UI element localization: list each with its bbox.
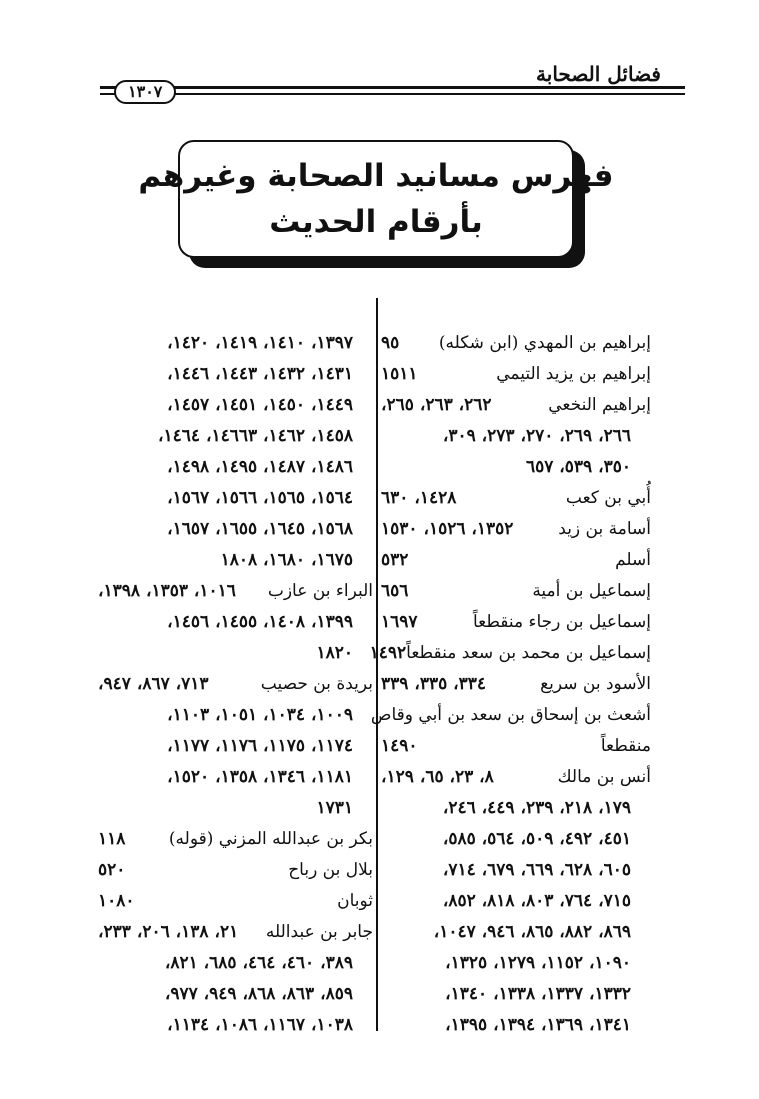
entry-numbers: ٩٥ (381, 333, 400, 353)
entry-name: إسماعيل بن رجاء منقطعاً (472, 612, 651, 632)
entry-numbers: ٦٠٥، ٦٢٨، ٦٦٩، ٦٧٩، ٧١٤، (442, 860, 631, 880)
index-entry (381, 948, 651, 979)
index-entry (381, 359, 651, 390)
entry-name: أشعث بن إسحاق بن سعد بن أبي وقاص (370, 705, 651, 725)
entry-numbers: ١٤٥٨، ١٤٦٢، ١٤٦٦٣، ١٤٦٤، (158, 426, 353, 446)
index-entry (98, 514, 373, 545)
index-entry (98, 359, 373, 390)
entry-numbers: ١٠٠٩، ١٠٣٤، ١٠٥١، ١١٠٣، (167, 705, 353, 725)
left-column (98, 328, 373, 1041)
index-entry (381, 855, 651, 886)
entry-numbers: ١٣٣٢، ١٣٣٧، ١٣٣٨، ١٣٤٠، (445, 984, 631, 1004)
entry-name: إسماعيل بن محمد بن سعد منقطعاً (406, 643, 651, 663)
index-entry (381, 421, 651, 452)
entry-numbers: ١٤٨٦، ١٤٨٧، ١٤٩٥، ١٤٩٨، (167, 457, 353, 477)
index-entry (98, 948, 373, 979)
index-entry (381, 793, 651, 824)
entry-numbers: ١٠٣٨، ١١٦٧، ١٠٨٦، ١١٣٤، (167, 1015, 353, 1035)
index-entry (381, 452, 651, 483)
index-entry (381, 483, 651, 514)
index-entry (381, 1010, 651, 1041)
entry-name: إبراهيم بن يزيد التيمي (496, 364, 651, 384)
entry-name: أسامة بن زيد (558, 519, 651, 539)
entry-numbers: ١٧٩، ٢١٨، ٢٣٩، ٤٤٩، ٢٤٦، (442, 798, 631, 818)
page-number: ١٣٠٧ (114, 80, 176, 104)
header-rule-thick (100, 86, 685, 89)
index-entry (98, 545, 373, 576)
index-entry (98, 793, 373, 824)
entry-name: جابر بن عبدالله (265, 922, 373, 942)
index-entry (381, 886, 651, 917)
index-title: فهرس مسانيد الصحابة وغيرهم (138, 158, 614, 194)
entry-name: بلال بن رباح (288, 860, 373, 880)
entry-numbers: ١٠٩٠، ١١٥٢، ١٢٧٩، ١٣٢٥، (445, 953, 631, 973)
entry-numbers: ٤٥١، ٤٩٢، ٥٠٩، ٥٦٤، ٥٨٥، (442, 829, 631, 849)
entry-name: إسماعيل بن أمية (532, 581, 651, 601)
entry-numbers: ١٤٤٩، ١٤٥٠، ١٤٥١، ١٤٥٧، (167, 395, 353, 415)
entry-name: إبراهيم النخعي (548, 395, 651, 415)
entry-numbers: ٧١٣، ٨٦٧، ٩٤٧، (98, 674, 209, 694)
index-entry (98, 731, 373, 762)
book-title: فضائل الصحابة (536, 62, 661, 86)
entry-numbers: ٢٦٦، ٢٦٩، ٢٧٠، ٢٧٣، ٣٠٩، (442, 426, 631, 446)
index-entry (98, 855, 373, 886)
index-entry (98, 979, 373, 1010)
entry-numbers: ١١٨ (98, 829, 126, 849)
entry-name: بريدة بن حصيب (260, 674, 373, 694)
entry-numbers: ٧١٥، ٧٦٤، ٨٠٣، ٨١٨، ٨٥٢، (442, 891, 631, 911)
entry-numbers: ١٠١٦، ١٣٥٣، ١٣٩٨، (98, 581, 236, 601)
entry-name: البراء بن عازب (267, 581, 373, 601)
index-entry (98, 452, 373, 483)
header-rule (100, 80, 685, 102)
entry-numbers: ١٣٥٢، ١٥٢٦، ١٥٣٠ (381, 519, 514, 539)
index-entry (381, 576, 651, 607)
index-entry (381, 731, 651, 762)
entry-numbers: ١٤٩٢ (369, 643, 407, 663)
entry-numbers: ١١٧٤، ١١٧٥، ١١٧٦، ١١٧٧، (167, 736, 353, 756)
entry-name: أُبي بن كعب (565, 488, 651, 508)
header-rule-thin (100, 93, 685, 95)
entry-name: إبراهيم بن المهدي (ابن شكله) (438, 333, 651, 353)
index-entry (98, 483, 373, 514)
index-entry (98, 762, 373, 793)
entry-numbers: ١٤٩٠ (381, 736, 418, 756)
index-entry (98, 390, 373, 421)
index-entry (98, 328, 373, 359)
index-entry (381, 514, 651, 545)
title-box (138, 140, 614, 258)
right-column (369, 328, 651, 1041)
index-entry (370, 700, 651, 731)
entry-name: الأسود بن سريع (540, 674, 651, 694)
entry-numbers: ١٤٢٨، ٦٣٠ (381, 488, 457, 508)
index-entry (98, 886, 373, 917)
entry-numbers: ١٧٣١ (316, 798, 353, 818)
index-entry (369, 638, 651, 669)
entry-numbers: ٢١، ١٣٨، ٢٠٦، ٢٣٣، (98, 922, 239, 942)
index-entry (381, 390, 651, 421)
index-entry (98, 421, 373, 452)
entry-name: أسلم (615, 550, 651, 570)
index-entry (381, 979, 651, 1010)
entry-numbers: ١٦٧٥، ١٦٨٠، ١٨٠٨ (220, 550, 353, 570)
index-subtitle: بأرقام الحديث (269, 204, 483, 240)
entry-numbers: ٦٥٦ (381, 581, 409, 601)
entry-numbers: ١٠٨٠ (98, 891, 135, 911)
entry-numbers: ١٤٣١، ١٤٣٢، ١٤٤٣، ١٤٤٦، (167, 364, 353, 384)
entry-name: بكر بن عبدالله المزني (قوله) (168, 829, 373, 849)
index-entry (381, 917, 651, 948)
entry-numbers: ١٣٩٧، ١٤١٠، ١٤١٩، ١٤٢٠، (167, 333, 353, 353)
entry-name: منقطعاً (600, 736, 651, 756)
index-entry (98, 669, 373, 700)
entry-numbers: ٣٥٠، ٥٣٩، ٦٥٧ (525, 457, 631, 477)
entry-numbers: ١٥٦٤، ١٥٦٥، ١٥٦٦، ١٥٦٧، (167, 488, 353, 508)
index-entry (98, 700, 373, 731)
index-entry (381, 669, 651, 700)
index-entry (381, 545, 651, 576)
entry-numbers: ١٥٦٨، ١٦٤٥، ١٦٥٥، ١٦٥٧، (167, 519, 353, 539)
entry-numbers: ٨٥٩، ٨٦٣، ٨٦٨، ٩٤٩، ٩٧٧، (164, 984, 353, 1004)
index-entry (381, 762, 651, 793)
index-entry (98, 638, 373, 669)
entry-numbers: ١٥١١ (381, 364, 418, 384)
entry-numbers: ١٣٤١، ١٣٦٩، ١٣٩٤، ١٣٩٥، (445, 1015, 631, 1035)
index-entry (98, 576, 373, 607)
entry-numbers: ٨٦٩، ٨٨٢، ٨٦٥، ٩٤٦، ١٠٤٧، (433, 922, 631, 942)
entry-numbers: ١٣٩٩، ١٤٠٨، ١٤٥٥، ١٤٥٦، (167, 612, 353, 632)
index-entry (381, 328, 651, 359)
entry-numbers: ٢٦٢، ٢٦٣، ٢٦٥، (381, 395, 492, 415)
entry-name: ثوبان (337, 891, 373, 911)
entry-numbers: ٥٣٢ (381, 550, 409, 570)
entry-name: أنس بن مالك (557, 767, 651, 787)
entry-numbers: ١٨٢٠ (316, 643, 353, 663)
index-entry (381, 824, 651, 855)
index-entry (98, 607, 373, 638)
entry-numbers: ٥٢٠ (98, 860, 126, 880)
index-entry (381, 607, 651, 638)
entry-numbers: ٣٣٤، ٣٣٥، ٣٣٩ (381, 674, 487, 694)
entry-numbers: ١١٨١، ١٣٤٦، ١٣٥٨، ١٥٢٠، (167, 767, 353, 787)
index-entry (98, 824, 373, 855)
entry-numbers: ٨، ٢٣، ٦٥، ١٢٩، (381, 767, 494, 787)
entry-numbers: ٣٨٩، ٤٦٠، ٤٦٤، ٦٨٥، ٨٢١، (164, 953, 353, 973)
entry-numbers: ١٦٩٧ (381, 612, 418, 632)
index-entry (98, 1010, 373, 1041)
index-entry (98, 917, 373, 948)
